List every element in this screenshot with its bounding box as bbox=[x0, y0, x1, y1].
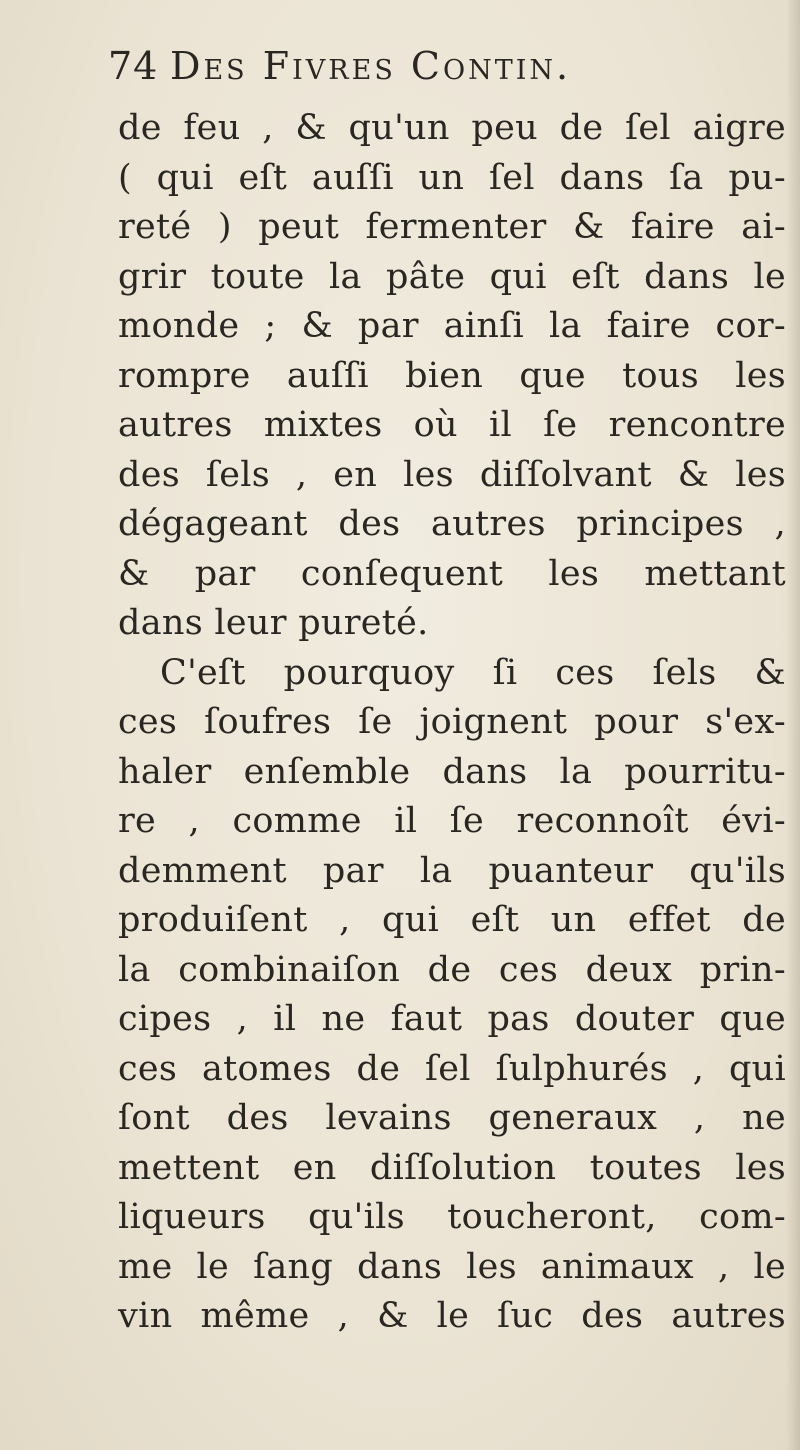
text-line: des ſels , en les diſſolvant & les bbox=[118, 454, 786, 495]
text-line: vin même , & le ſuc des autres bbox=[118, 1296, 786, 1336]
page-edge-shadow bbox=[786, 0, 800, 1450]
text-line: liqueurs qu'ils toucheront, com- bbox=[118, 1197, 786, 1237]
text-line: mettent en diſſolution toutes les bbox=[118, 1147, 786, 1188]
text-line: demment par la puanteur qu'ils bbox=[118, 850, 786, 891]
text-line: ( qui eſt auſſi un ſel dans ſa pu- bbox=[118, 157, 786, 198]
text-line: re , comme il ſe reconnoît évi- bbox=[118, 801, 786, 841]
text-line: dans leur pureté. bbox=[118, 603, 429, 643]
running-title: Des Fivres Contin. bbox=[170, 44, 572, 88]
text-line: ces ſoufres ſe joignent pour s'ex- bbox=[118, 702, 786, 742]
text-line: C'eſt pourquoy ſi ces ſels & bbox=[160, 652, 786, 693]
text-line: me le ſang dans les animaux , le bbox=[118, 1246, 786, 1287]
body-text bbox=[118, 104, 786, 1342]
page-header bbox=[108, 44, 708, 100]
text-line: produiſent , qui eſt un effet de bbox=[118, 900, 786, 940]
text-line: dégageant des autres principes , bbox=[118, 504, 786, 544]
text-line: grir toute la pâte qui eſt dans le bbox=[118, 256, 786, 297]
text-line: haler enſemble dans la pourritu- bbox=[118, 751, 786, 792]
text-line: de feu , & qu'un peu de ſel aigre bbox=[118, 108, 786, 148]
text-line: monde ; & par ainſi la faire cor- bbox=[118, 306, 786, 346]
text-line: autres mixtes où il ſe rencontre bbox=[118, 405, 786, 445]
text-line: ſont des levains generaux , ne bbox=[118, 1098, 786, 1138]
text-line: rompre auſſi bien que tous les bbox=[118, 355, 786, 396]
text-line: reté ) peut fermenter & faire ai- bbox=[118, 207, 786, 247]
text-line: cipes , il ne faut pas douter que bbox=[118, 999, 786, 1039]
text-line: la combinaiſon de ces deux prin- bbox=[118, 949, 786, 990]
text-line: ces atomes de ſel ſulphurés , qui bbox=[118, 1048, 786, 1089]
text-line: & par conſequent les mettant bbox=[118, 553, 786, 594]
page-number: 74 bbox=[108, 44, 159, 88]
